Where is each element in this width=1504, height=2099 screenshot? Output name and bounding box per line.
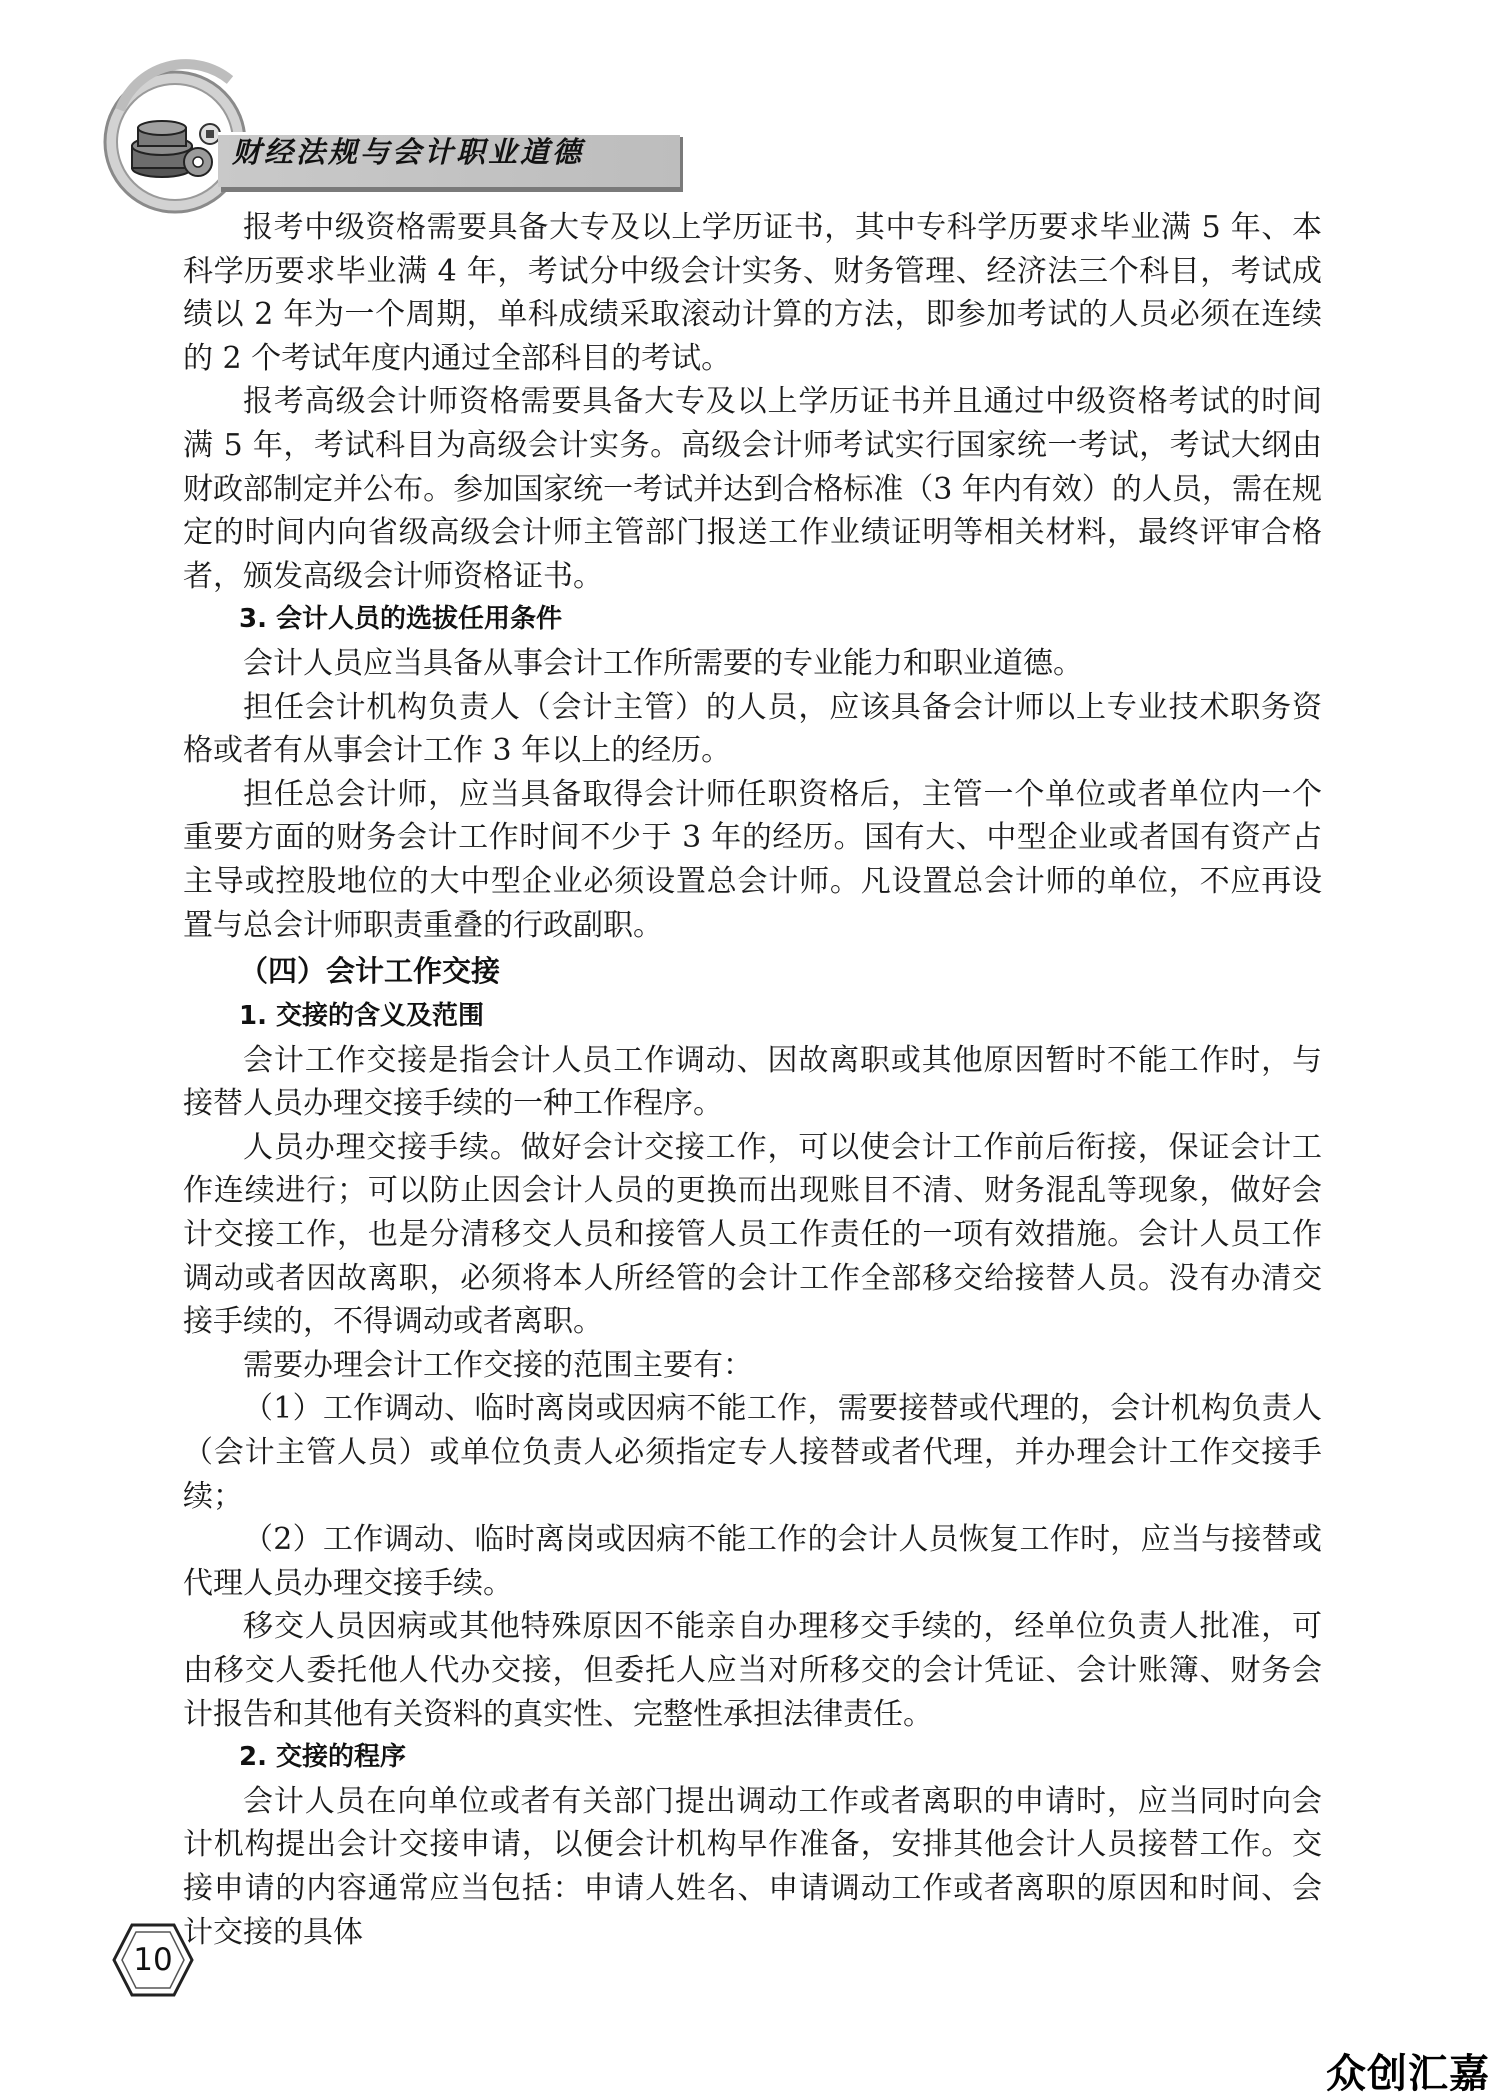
paragraph: 报考高级会计师资格需要具备大专及以上学历证书并且通过中级资格考试的时间满 5 年，考试科目为高级会计实务。高级会计师考试实行国家统一考试，考试大纲由财政部制定并公布。参加国家统一考试并达到合格标准（3 年内有效）的人员，需在规定的时间内向省级高级会计师主管部门报送工作业绩证明等相关材料，最终评审合格者，颁发高级会计师资格证书。 [183,384,1322,594]
subsection-heading: 2. 交接的程序 [239,1742,407,1773]
page-number: 10 [133,1942,173,1978]
paragraph: 报考中级资格需要具备大专及以上学历证书，其中专科学历要求毕业满 5 年、本科学历要求毕业满 4 年，考试分中级会计实务、财务管理、经济法三个科目，考试成绩以 2 年为一个周期，单科成绩采取滚动计算的方法，即参加考试的人员必须在连续的 2 个考试年度内通过全部科目的考试。 [183,210,1322,376]
paragraph: 担任总会计师，应当具备取得会计师任职资格后，主管一个单位或者单位内一个重要方面的财务会计工作时间不少于 3 年的经历。国有大、中型企业或者国有资产占主导或控股地位的大中型企业必须设置总会计师。凡设置总会计师的单位，不应再设置与总会计师职责重叠的行政副职。 [183,776,1322,943]
paragraph: 需要办理会计工作交接的范围主要有： [243,1347,753,1383]
paragraph: 会计人员应当具备从事会计工作所需要的专业能力和职业道德。 [243,645,1083,681]
paragraph: 担任会计机构负责人（会计主管）的人员，应该具备会计师以上专业技术职务资格或者有从事会计工作 3 年以上的经历。 [183,689,1322,769]
watermark: 众创汇嘉 [1326,2051,1490,2097]
paragraph: 会计人员在向单位或者有关部门提出调动工作或者离职的申请时，应当同时向会计机构提出会计交接申请，以便会计机构早作准备，安排其他会计人员接替工作。交接申请的内容通常应当包括：申请人姓名、申请调动工作或者离职的原因和时间、会计交接的具体 [183,1783,1322,1950]
page-number-badge [112,1922,194,1998]
section-heading: （四）会计工作交接 [239,954,501,989]
paragraph: 会计工作交接是指会计人员工作调动、因故离职或其他原因暂时不能工作时，与接替人员办理交接手续的一种工作程序。 [183,1042,1322,1122]
subsection-heading: 1. 交接的含义及范围 [239,1001,485,1032]
page-content [183,206,1322,1954]
list-item: （1）工作调动、临时离岗或因病不能工作，需要接替或代理的，会计机构负责人（会计主管人员）或单位负责人必须指定专人接替或者代理，并办理会计工作交接手续； [183,1391,1322,1514]
paragraph: 移交人员因病或其他特殊原因不能亲自办理移交手续的，经单位负责人批准，可由移交人委托他人代办交接，但委托人应当对所移交的会计凭证、会计账簿、财务会计报告和其他有关资料的真实性、完整性承担法律责任。 [183,1609,1322,1732]
header-title: 财经法规与会计职业道德 [232,135,585,169]
list-item: （2）工作调动、临时离岗或因病不能工作的会计人员恢复工作时，应当与接替或代理人员办理交接手续。 [183,1522,1322,1601]
paragraph: 人员办理交接手续。做好会计交接工作，可以使会计工作前后衔接，保证会计工作连续进行；可以防止因会计人员的更换而出现账目不清、财务混乱等现象，做好会计交接工作，也是分清移交人员和接管人员工作责任的一项有效措施。会计人员工作调动或者因故离职，必须将本人所经管的会计工作全部移交给接替人员。没有办清交接手续的，不得调动或者离职。 [183,1129,1322,1340]
subsection-heading: 3. 会计人员的选拔任用条件 [239,604,563,635]
